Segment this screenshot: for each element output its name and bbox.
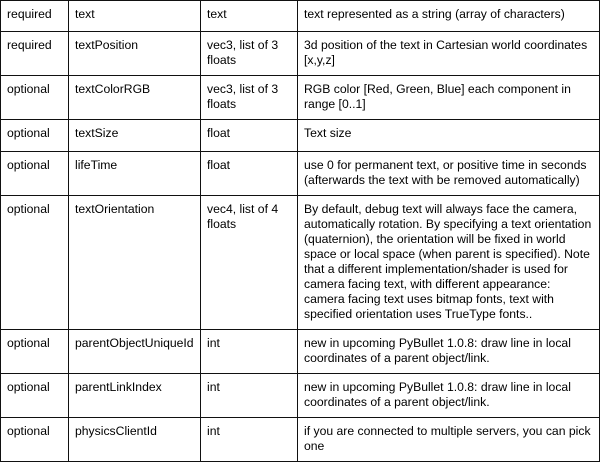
requirement-cell: optional (1, 418, 69, 462)
table-row (1, 330, 600, 374)
type-cell: vec3, list of 3 floats (201, 32, 298, 76)
requirement-cell: optional (1, 196, 69, 330)
table-row (1, 120, 600, 152)
requirement-cell: optional (1, 152, 69, 196)
table-row (1, 32, 600, 76)
parameter-name-cell: text (69, 1, 201, 32)
parameter-name-cell: textSize (69, 120, 201, 152)
type-cell: int (201, 374, 298, 418)
requirement-cell: optional (1, 374, 69, 418)
table-row (1, 374, 600, 418)
description-cell: if you are connected to multiple servers, you can pick one (298, 418, 600, 462)
description-cell: use 0 for permanent text, or positive time in seconds (afterwards the text with be removed automatically) (298, 152, 600, 196)
requirement-cell: required (1, 1, 69, 32)
table-row (1, 152, 600, 196)
parameter-name-cell: textPosition (69, 32, 201, 76)
requirement-cell: optional (1, 120, 69, 152)
type-cell: text (201, 1, 298, 32)
table-row (1, 196, 600, 330)
parameter-name-cell: lifeTime (69, 152, 201, 196)
requirement-cell: optional (1, 330, 69, 374)
type-cell: float (201, 152, 298, 196)
type-cell: vec4, list of 4 floats (201, 196, 298, 330)
type-cell: int (201, 418, 298, 462)
description-cell: new in upcoming PyBullet 1.0.8: draw line in local coordinates of a parent object/link. (298, 374, 600, 418)
type-cell: int (201, 330, 298, 374)
parameter-name-cell: parentObjectUniqueId (69, 330, 201, 374)
description-cell: new in upcoming PyBullet 1.0.8: draw line in local coordinates of a parent object/link. (298, 330, 600, 374)
requirement-cell: required (1, 32, 69, 76)
parameter-name-cell: textOrientation (69, 196, 201, 330)
type-cell: float (201, 120, 298, 152)
type-cell: vec3, list of 3 floats (201, 76, 298, 120)
description-cell: RGB color [Red, Green, Blue] each component in range [0..1] (298, 76, 600, 120)
parameter-name-cell: physicsClientId (69, 418, 201, 462)
requirement-cell: optional (1, 76, 69, 120)
table-row (1, 1, 600, 32)
description-cell: text represented as a string (array of characters) (298, 1, 600, 32)
parameter-name-cell: parentLinkIndex (69, 374, 201, 418)
table-row (1, 418, 600, 462)
description-cell: By default, debug text will always face the camera, automatically rotation. By specifying a text orientation (quaternion), the orientation will be fixed in world space or local space (when parent is specified). Note that a different implementation/shader is used for camera facing text, with different appearance: camera facing text uses bitmap fonts, text with specified orientation uses TrueType fonts.. (298, 196, 600, 330)
table-row (1, 76, 600, 120)
description-cell: 3d position of the text in Cartesian world coordinates [x,y,z] (298, 32, 600, 76)
parameter-name-cell: textColorRGB (69, 76, 201, 120)
description-cell: Text size (298, 120, 600, 152)
